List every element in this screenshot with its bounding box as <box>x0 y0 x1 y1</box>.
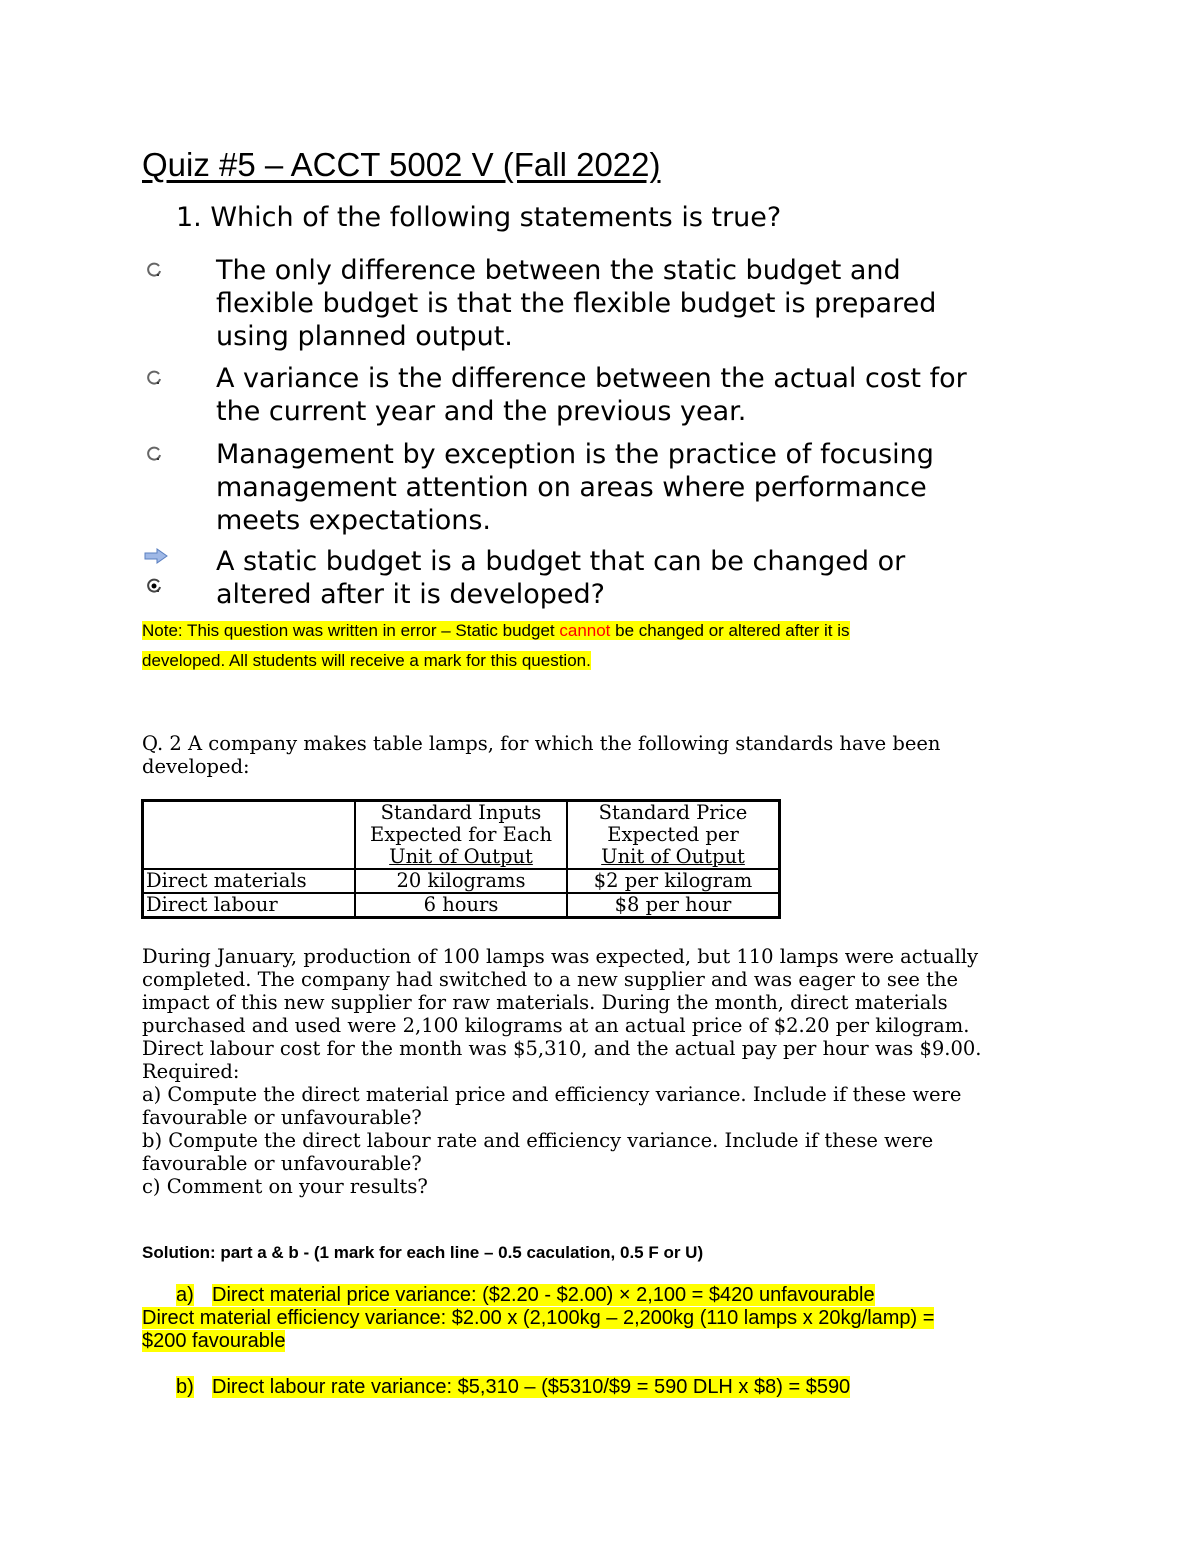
problem-paragraph: During January, production of 100 lamps was expected, but 110 lamps were actually completed. The company had switched to a new supplier and was eager to see the impact of this new supplier for raw materials. During the month, direct materials purchased and used were 2,100 kilograms at an actual price of $2.20 per kilogram. Direct labour cost for the month was $5,310, and the actual pay per hour was $9.00. <box>142 945 982 1060</box>
question-text: Which of the following statements is true? <box>210 202 782 233</box>
note-emphasis: cannot <box>559 621 611 640</box>
answer-note: Note: This question was written in error – Static budget cannot be changed or altered after it is developed. All students will receive a mark for this question. <box>142 621 850 670</box>
radio-option-1[interactable] <box>146 262 162 278</box>
question-1 <box>176 202 781 233</box>
solution-b-rate-variance: Direct labour rate variance: $5,310 – ($5310/$9 = 590 DLH x $8) = $590 <box>212 1376 851 1398</box>
option-2[interactable]: A variance is the difference between the actual cost for the current year and the previous year. <box>216 363 967 427</box>
solution-heading: Solution: part a & b - (1 mark for each line – 0.5 caculation, 0.5 F or U) <box>142 1243 704 1262</box>
option-4[interactable]: A static budget is a budget that can be changed or altered after it is developed? <box>216 546 906 610</box>
solution-a-efficiency-variance: Direct material efficiency variance: $2.00 x (2,100kg – 2,200kg (110 lamps x 20kg/lamp) = $200 favourable <box>142 1307 935 1352</box>
table-header-row <box>143 801 780 870</box>
question-2-intro: Q. 2 A company makes table lamps, for which the following standards have been developed: <box>142 732 941 778</box>
note-label: Note: <box>142 621 183 640</box>
requirements: Required: a) Compute the direct material price and efficiency variance. Include if these were favourable or unfavourable? b) Compute the direct labour rate and efficiency variance. Include if these were favourable or unfavourable? c) Comment on your results? <box>142 1060 962 1198</box>
table-header-empty <box>143 801 356 870</box>
page-title: Quiz #5 – ACCT 5002 V (Fall 2022) <box>142 146 661 183</box>
table-row: Direct materials 20 kilograms $2 per kilogram <box>143 869 780 893</box>
table-row: Direct labour 6 hours $8 per hour <box>143 893 780 918</box>
selected-arrow-icon <box>144 548 168 564</box>
standards-table <box>141 799 781 919</box>
radio-option-3[interactable] <box>146 446 162 462</box>
question-number: 1. <box>176 202 202 233</box>
solution-b-marker: b) <box>176 1376 194 1398</box>
radio-option-2[interactable] <box>146 370 162 386</box>
option-1[interactable]: The only difference between the static budget and flexible budget is that the flexible budget is prepared using planned output. <box>216 255 937 352</box>
radio-option-4-selected[interactable] <box>146 578 162 594</box>
table-header-inputs: Standard Inputs Expected for Each Unit of Output <box>355 801 567 870</box>
solution-a-price-variance: Direct material price variance: ($2.20 - $2.00) × 2,100 = $420 unfavourable <box>212 1284 875 1306</box>
option-3[interactable]: Management by exception is the practice of focusing management attention on areas where performance meets expectations. <box>216 439 934 536</box>
solution-a-marker: a) <box>176 1284 194 1306</box>
table-header-price: Standard Price Expected per Unit of Output <box>567 801 780 870</box>
